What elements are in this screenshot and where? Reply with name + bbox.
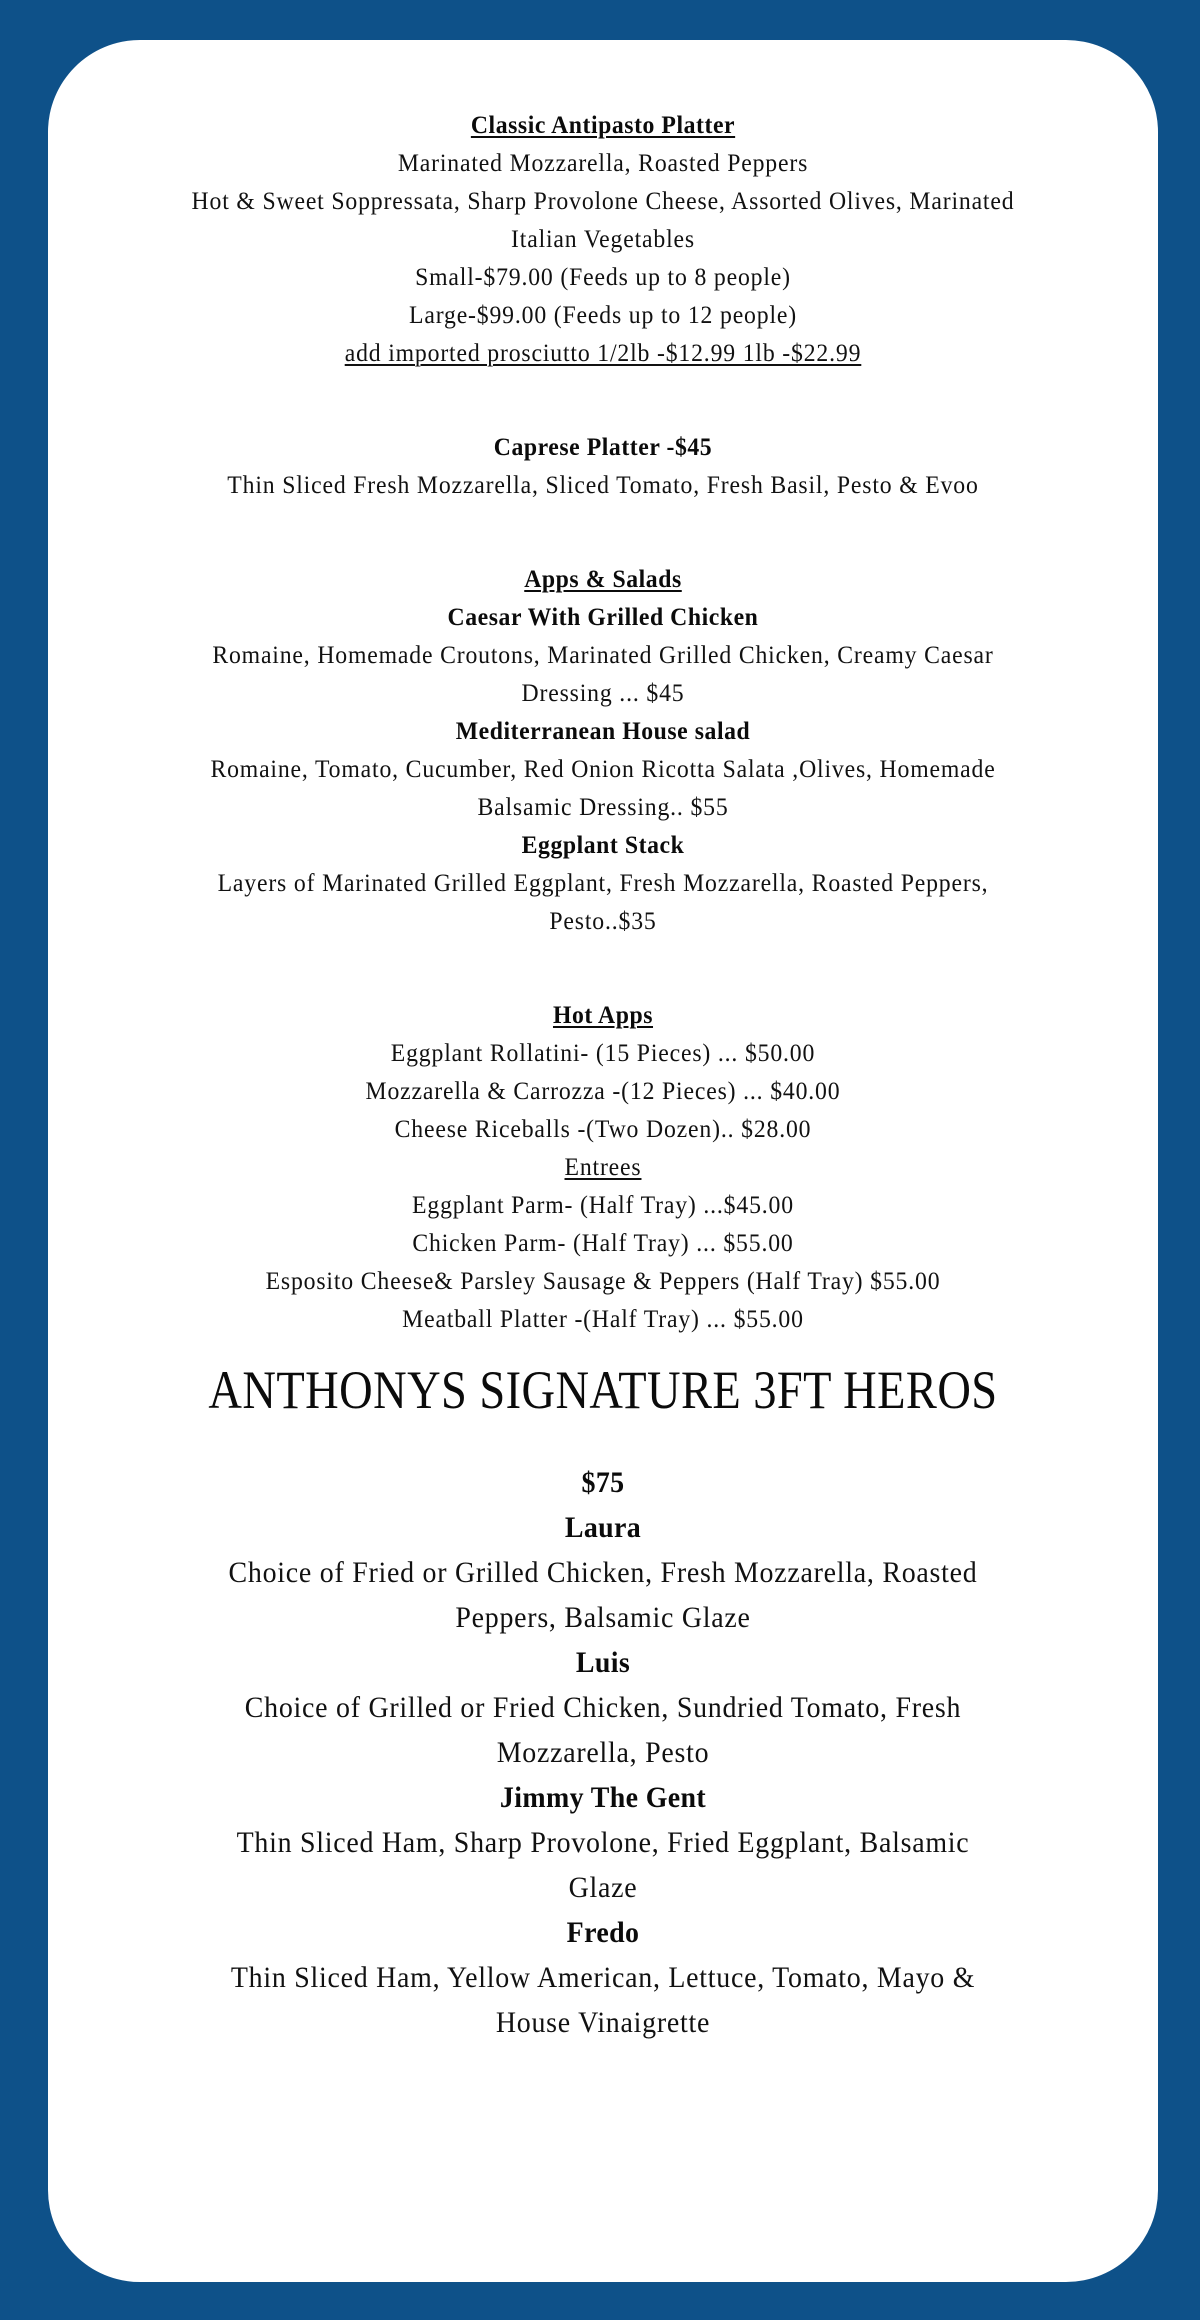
section-hot-apps (48, 996, 1158, 1148)
mediterranean-desc-line-2: Balsamic Dressing.. $55 (477, 792, 729, 821)
spacer-antipasto-caprese (48, 372, 1158, 428)
hero-laura-name: Laura (564, 1511, 642, 1544)
mediterranean-name: Mediterranean House salad (455, 716, 751, 745)
menu-item-eggplant-stack (48, 826, 1158, 940)
hero-luis-desc-line-1: Choice of Grilled or Fried Chicken, Sundried Tomato, Fresh (244, 1691, 962, 1724)
section-entrees (48, 1148, 1158, 1338)
spacer-caprese-apps (48, 504, 1158, 560)
caprese-title: Caprese Platter -$45 (493, 432, 713, 461)
hero-luis-name: Luis (575, 1646, 631, 1679)
hero-item-luis (48, 1640, 1158, 1775)
caprese-desc: Thin Sliced Fresh Mozzarella, Sliced Tomato, Fresh Basil, Pesto & Evoo (227, 470, 979, 499)
entrees-title: Entrees (564, 1152, 642, 1181)
mediterranean-desc-line-1: Romaine, Tomato, Cucumber, Red Onion Ricotta Salata ,Olives, Homemade (210, 754, 996, 783)
caesar-name: Caesar With Grilled Chicken (447, 602, 759, 631)
antipasto-desc-line-2: Hot & Sweet Soppressata, Sharp Provolone Cheese, Assorted Olives, Marinated (191, 186, 1015, 215)
caesar-desc-line-1: Romaine, Homemade Croutons, Marinated Grilled Chicken, Creamy Caesar (212, 640, 994, 669)
entrees-item-meatball-platter: Meatball Platter -(Half Tray) ... $55.00 (402, 1304, 804, 1333)
eggplant-stack-name: Eggplant Stack (521, 830, 685, 859)
menu-content (48, 40, 1158, 2045)
hot-apps-item-riceballs: Cheese Riceballs -(Two Dozen).. $28.00 (394, 1114, 812, 1143)
caesar-desc-line-2: Dressing ... $45 (521, 678, 685, 707)
signature-heros-price: $75 (581, 1466, 625, 1499)
section-antipasto (48, 106, 1158, 372)
hot-apps-item-carrozza: Mozzarella & Carrozza -(12 Pieces) ... $40.00 (365, 1076, 841, 1105)
spacer-entrees-heros (48, 1338, 1158, 1354)
signature-heros-title: ANTHONYS SIGNATURE 3FT HEROS (208, 1360, 998, 1420)
antipasto-large-price: Large-$99.00 (Feeds up to 12 people) (409, 300, 797, 329)
hero-jimmy-the-gent-name: Jimmy The Gent (499, 1781, 707, 1814)
antipasto-desc-line-3: Italian Vegetables (511, 224, 695, 253)
antipasto-desc-line-1: Marinated Mozzarella, Roasted Peppers (397, 148, 809, 177)
entrees-item-eggplant-parm: Eggplant Parm- (Half Tray) ...$45.00 (412, 1190, 794, 1219)
entrees-item-esposito-sausage: Esposito Cheese& Parsley Sausage & Peppers (Half Tray) $55.00 (265, 1266, 941, 1295)
menu-card (48, 40, 1158, 2282)
menu-item-caesar (48, 598, 1158, 712)
antipasto-small-price: Small-$79.00 (Feeds up to 8 people) (415, 262, 791, 291)
spacer-apps-hotapps (48, 940, 1158, 996)
spacer-heros-title-price (48, 1426, 1158, 1460)
hero-jimmy-the-gent-desc-line-2: Glaze (568, 1871, 638, 1904)
hero-fredo-desc-line-1: Thin Sliced Ham, Yellow American, Lettuce, Tomato, Mayo & (230, 1961, 976, 1994)
eggplant-stack-desc-line-2: Pesto..$35 (549, 906, 657, 935)
apps-and-salads-title: Apps & Salads (524, 564, 682, 593)
hero-laura-desc-line-2: Peppers, Balsamic Glaze (455, 1601, 751, 1634)
section-signature-heros (48, 1354, 1158, 2045)
menu-item-mediterranean-house-salad (48, 712, 1158, 826)
section-apps-and-salads (48, 560, 1158, 940)
antipasto-title: Classic Antipasto Platter (470, 110, 736, 139)
eggplant-stack-desc-line-1: Layers of Marinated Grilled Eggplant, Fresh Mozzarella, Roasted Peppers, (217, 868, 989, 897)
hero-item-jimmy-the-gent (48, 1775, 1158, 1910)
hero-item-laura (48, 1505, 1158, 1640)
hero-jimmy-the-gent-desc-line-1: Thin Sliced Ham, Sharp Provolone, Fried Eggplant, Balsamic (236, 1826, 970, 1859)
hot-apps-item-rollatini: Eggplant Rollatini- (15 Pieces) ... $50.00 (390, 1038, 816, 1067)
entrees-item-chicken-parm: Chicken Parm- (Half Tray) ... $55.00 (412, 1228, 794, 1257)
antipasto-prosciutto-addon: add imported prosciutto 1/2lb -$12.99 1lb -$22.99 (344, 338, 862, 367)
hero-fredo-desc-line-2: House Vinaigrette (495, 2006, 711, 2039)
hero-laura-desc-line-1: Choice of Fried or Grilled Chicken, Fresh Mozzarella, Roasted (228, 1556, 978, 1589)
section-caprese (48, 428, 1158, 504)
hot-apps-title: Hot Apps (552, 1000, 654, 1029)
hero-luis-desc-line-2: Mozzarella, Pesto (496, 1736, 710, 1769)
hero-fredo-name: Fredo (566, 1916, 640, 1949)
hero-item-fredo (48, 1910, 1158, 2045)
